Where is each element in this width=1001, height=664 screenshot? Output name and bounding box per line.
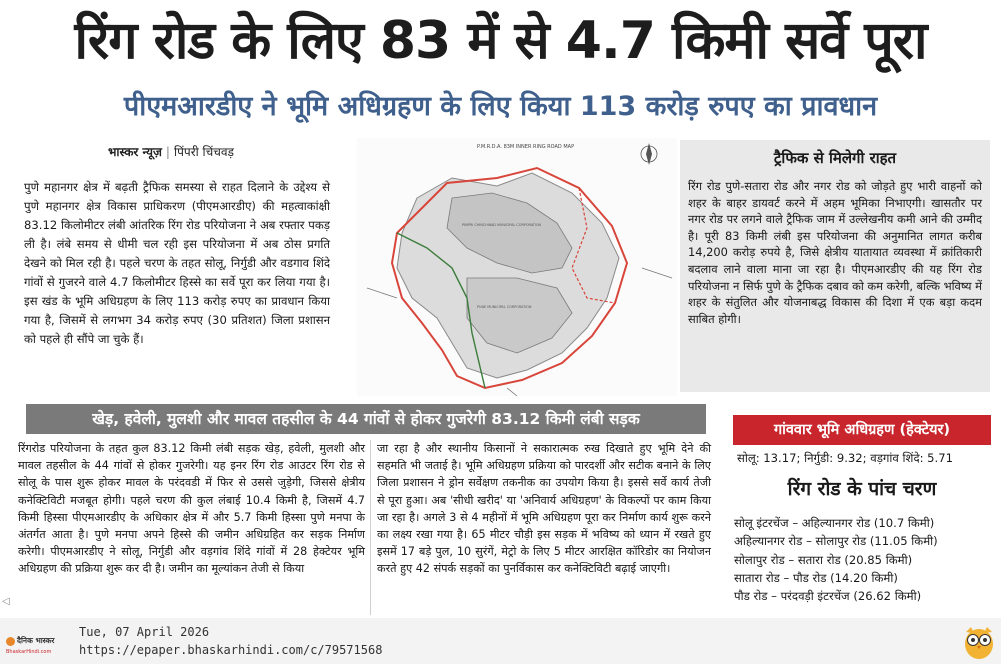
logo-subtext: BhaskarHindi.com bbox=[6, 649, 52, 655]
map-title: P.M.R.D.A. 83M INNER RING ROAD MAP bbox=[477, 144, 575, 150]
land-acquisition-values: सोलू: 13.17; निर्गुडी: 9.32; वड़गांव शिंदे: 5.71 bbox=[737, 451, 954, 465]
owl-icon[interactable] bbox=[963, 624, 995, 664]
map-label-pmc: PUNE MUNICIPAL CORPORATION bbox=[477, 305, 532, 309]
logo-dot-icon bbox=[6, 637, 15, 646]
sidebox-title: ट्रैफिक से मिलेगी राहत bbox=[773, 149, 897, 167]
land-acquisition-title: गांववार भूमि अधिग्रहण (हेक्टेयर) bbox=[733, 415, 991, 445]
phases-list bbox=[734, 514, 990, 605]
byline-city: पिंपरी चिंचवड़ bbox=[173, 145, 234, 159]
footer-date: Tue, 07 April 2026 bbox=[79, 625, 210, 639]
section-banner: खेड़, हवेली, मुलशी और मावल तहसील के 44 गांवों से होकर गुजरेगी 83.12 किमी लंबी सड़क bbox=[26, 404, 706, 434]
byline: भास्कर न्यूज़ | पिंपरी चिंचवड़ bbox=[108, 145, 234, 159]
byline-source: भास्कर न्यूज़ bbox=[108, 145, 162, 159]
body-column-1: रिंगरोड परियोजना के तहत कुल 83.12 किमी लंबी सड़क खेड़, हवेली, मुलशी और मावल तहसील के 44 गांवों से होकर गुजरेगी। यह इनर रिंग रोड आउटर रिंग रोड से सोलू के पास शुरू होकर मावल के परंदवडी में फिर से उससे जुड़ेगी, जिससे क्षेत्रीय कनेक्टिविटी मजबूत होगी। पहले चरण की कुल लंबाई 10.4 किमी है, जिसमें 4.7 किमी हिस्सा पीएमआरडीए के अधिकार क्षेत्र में और 5.7 किमी हिस्सा पुणे मनपा के अंतर्गत आता है। पुणे मनपा अपने हिस्से की जमीन अधिग्रहित कर सड़क निर्माण करेगी। पीएमआरडीए ने सोलू, निर्गुडी और वड़गांव शिंदे गांवों में 28 हेक्टेयर भूमि अधिग्रहण की प्रक्रिया शुरू कर दी है। जमीन का मूल्यांकन तेजी से किया bbox=[18, 442, 365, 576]
map-label-pcmc: PIMPRI CHINCHWAD MUNICIPAL CORPORATION bbox=[462, 223, 542, 227]
ring-road-map bbox=[357, 138, 677, 396]
phase-item: सोलापुर रोड – सतारा रोड (20.85 किमी) bbox=[734, 552, 913, 567]
brand-logo[interactable] bbox=[6, 636, 54, 655]
phase-item: पौड रोड – परंदवड़ी इंटरचेंज (26.62 किमी) bbox=[734, 589, 922, 604]
headline: रिंग रोड के लिए 83 में से 4.7 किमी सर्वे पूरा bbox=[74, 11, 927, 71]
body-column-2: जा रहा है और स्थानीय किसानों ने सकारात्मक रुख दिखाते हुए भूमि देने की सहमति भी जताई है। भूमि अधिग्रहण प्रक्रिया को पारदर्शी और सटीक बनाने के लिए जिला प्रशासन ने ड्रोन सर्वेक्षण तकनीक का उपयोग किया है। इससे सर्वे कार्य तेजी से पूरा हुआ। अब 'सीधी खरीद' या 'अनिवार्य अधिग्रहण' के विकल्पों पर काम किया जा रहा है। अगले 3 से 4 महीनों में भूमि अधिग्रहण पूरा कर निर्माण कार्य शुरू करने का लक्ष्य रखा गया है। 65 मीटर चौड़ी इस सड़क में भविष्य को ध्यान में रखते हुए इसमें 17 बड़े पुल, 10 सुरंगें, मेट्रो के लिए 5 मीटर आरक्षित कॉरिडोर का नियोजन करते हुए 42 संपर्क सड़कों का पुनर्विकास कर कनेक्टिविटी बढ़ाई जाएगी। bbox=[377, 442, 711, 576]
compass-icon bbox=[641, 143, 657, 165]
map-graphic bbox=[357, 138, 677, 396]
intro-paragraph: पुणे महानगर क्षेत्र में बढ़ती ट्रैफिक समस्या से राहत दिलाने के उद्देश्य से पुणे महानगर क्षेत्र विकास प्राधिकरण (पीएमआरडीए) की महत्वाकांक्षी 83.12 किलोमीटर लंबी आंतरिक रिंग रोड परियोजना ने अब रफ्तार पकड़ ली है। लंबे समय से धीमी चल रही इस परियोजना में अब ठोस प्रगति देखने को मिल रही है। पहले चरण के तहत सोलू, निर्गुडी और वडगाव शिंदे गांवों से गुजरने वाले 4.7 किलोमीटर हिस्से का सर्वे पूरा कर लिया गया है। इस खंड के भूमि अधिग्रहण के लिए 113 करोड़ रुपए का प्रावधान किया गया है, जिसमें से लगभग 34 करोड़ रुपए (30 प्रतिशत) जिला प्रशासन को पहले ही सौंपे जा चुके हैं। bbox=[24, 180, 330, 346]
phases-title: रिंग रोड के पांच चरण bbox=[787, 478, 937, 500]
phase-item: सातारा रोड – पौड रोड (14.20 किमी) bbox=[734, 570, 898, 585]
column-divider bbox=[370, 440, 371, 615]
sidebox-text: रिंग रोड पुणे-सतारा रोड और नगर रोड को जोड़ते हुए भारी वाहनों को शहर के बाहर डायवर्ट करने में अहम भूमिका निभाएगी। खासतौर पर नगर रोड पर लगने वाले ट्रैफिक जाम में उल्लेखनीय कमी आने की उम्मीद है। पूरी 83 किमी लंबी इस परियोजना की अनुमानित लागत करीब 14,200 करोड़ रुपये है, जिसे क्षेत्रीय यातायात व्यवस्था में क्रांतिकारी बदलाव लाने वाला माना जा रहा है। पीएमआरडीए की यह रिंग रोड परियोजना न सिर्फ पुणे के ट्रैफिक दबाव को कम करेगी, बल्कि भविष्य में शहर के संतुलित और योजनाबद्ध विकास की दिशा में एक बड़ा कदम साबित होगी। bbox=[688, 179, 982, 326]
traffic-relief-box bbox=[680, 140, 990, 392]
footer-url[interactable]: https://epaper.bhaskarhindi.com/c/79571568 bbox=[79, 643, 383, 657]
scroll-left-icon[interactable]: ◁ bbox=[2, 596, 10, 607]
logo-text: दैनिक भास्कर bbox=[17, 636, 55, 645]
subheadline: पीएमआरडीए ने भूमि अधिग्रहण के लिए किया 113 करोड़ रुपए का प्रावधान bbox=[123, 91, 878, 122]
phase-item: सोलू इंटरचेंज – अहिल्यानगर रोड (10.7 किमी) bbox=[734, 516, 935, 530]
phase-item: अहिल्यानगर रोड – सोलापुर रोड (11.05 किमी) bbox=[734, 534, 938, 549]
